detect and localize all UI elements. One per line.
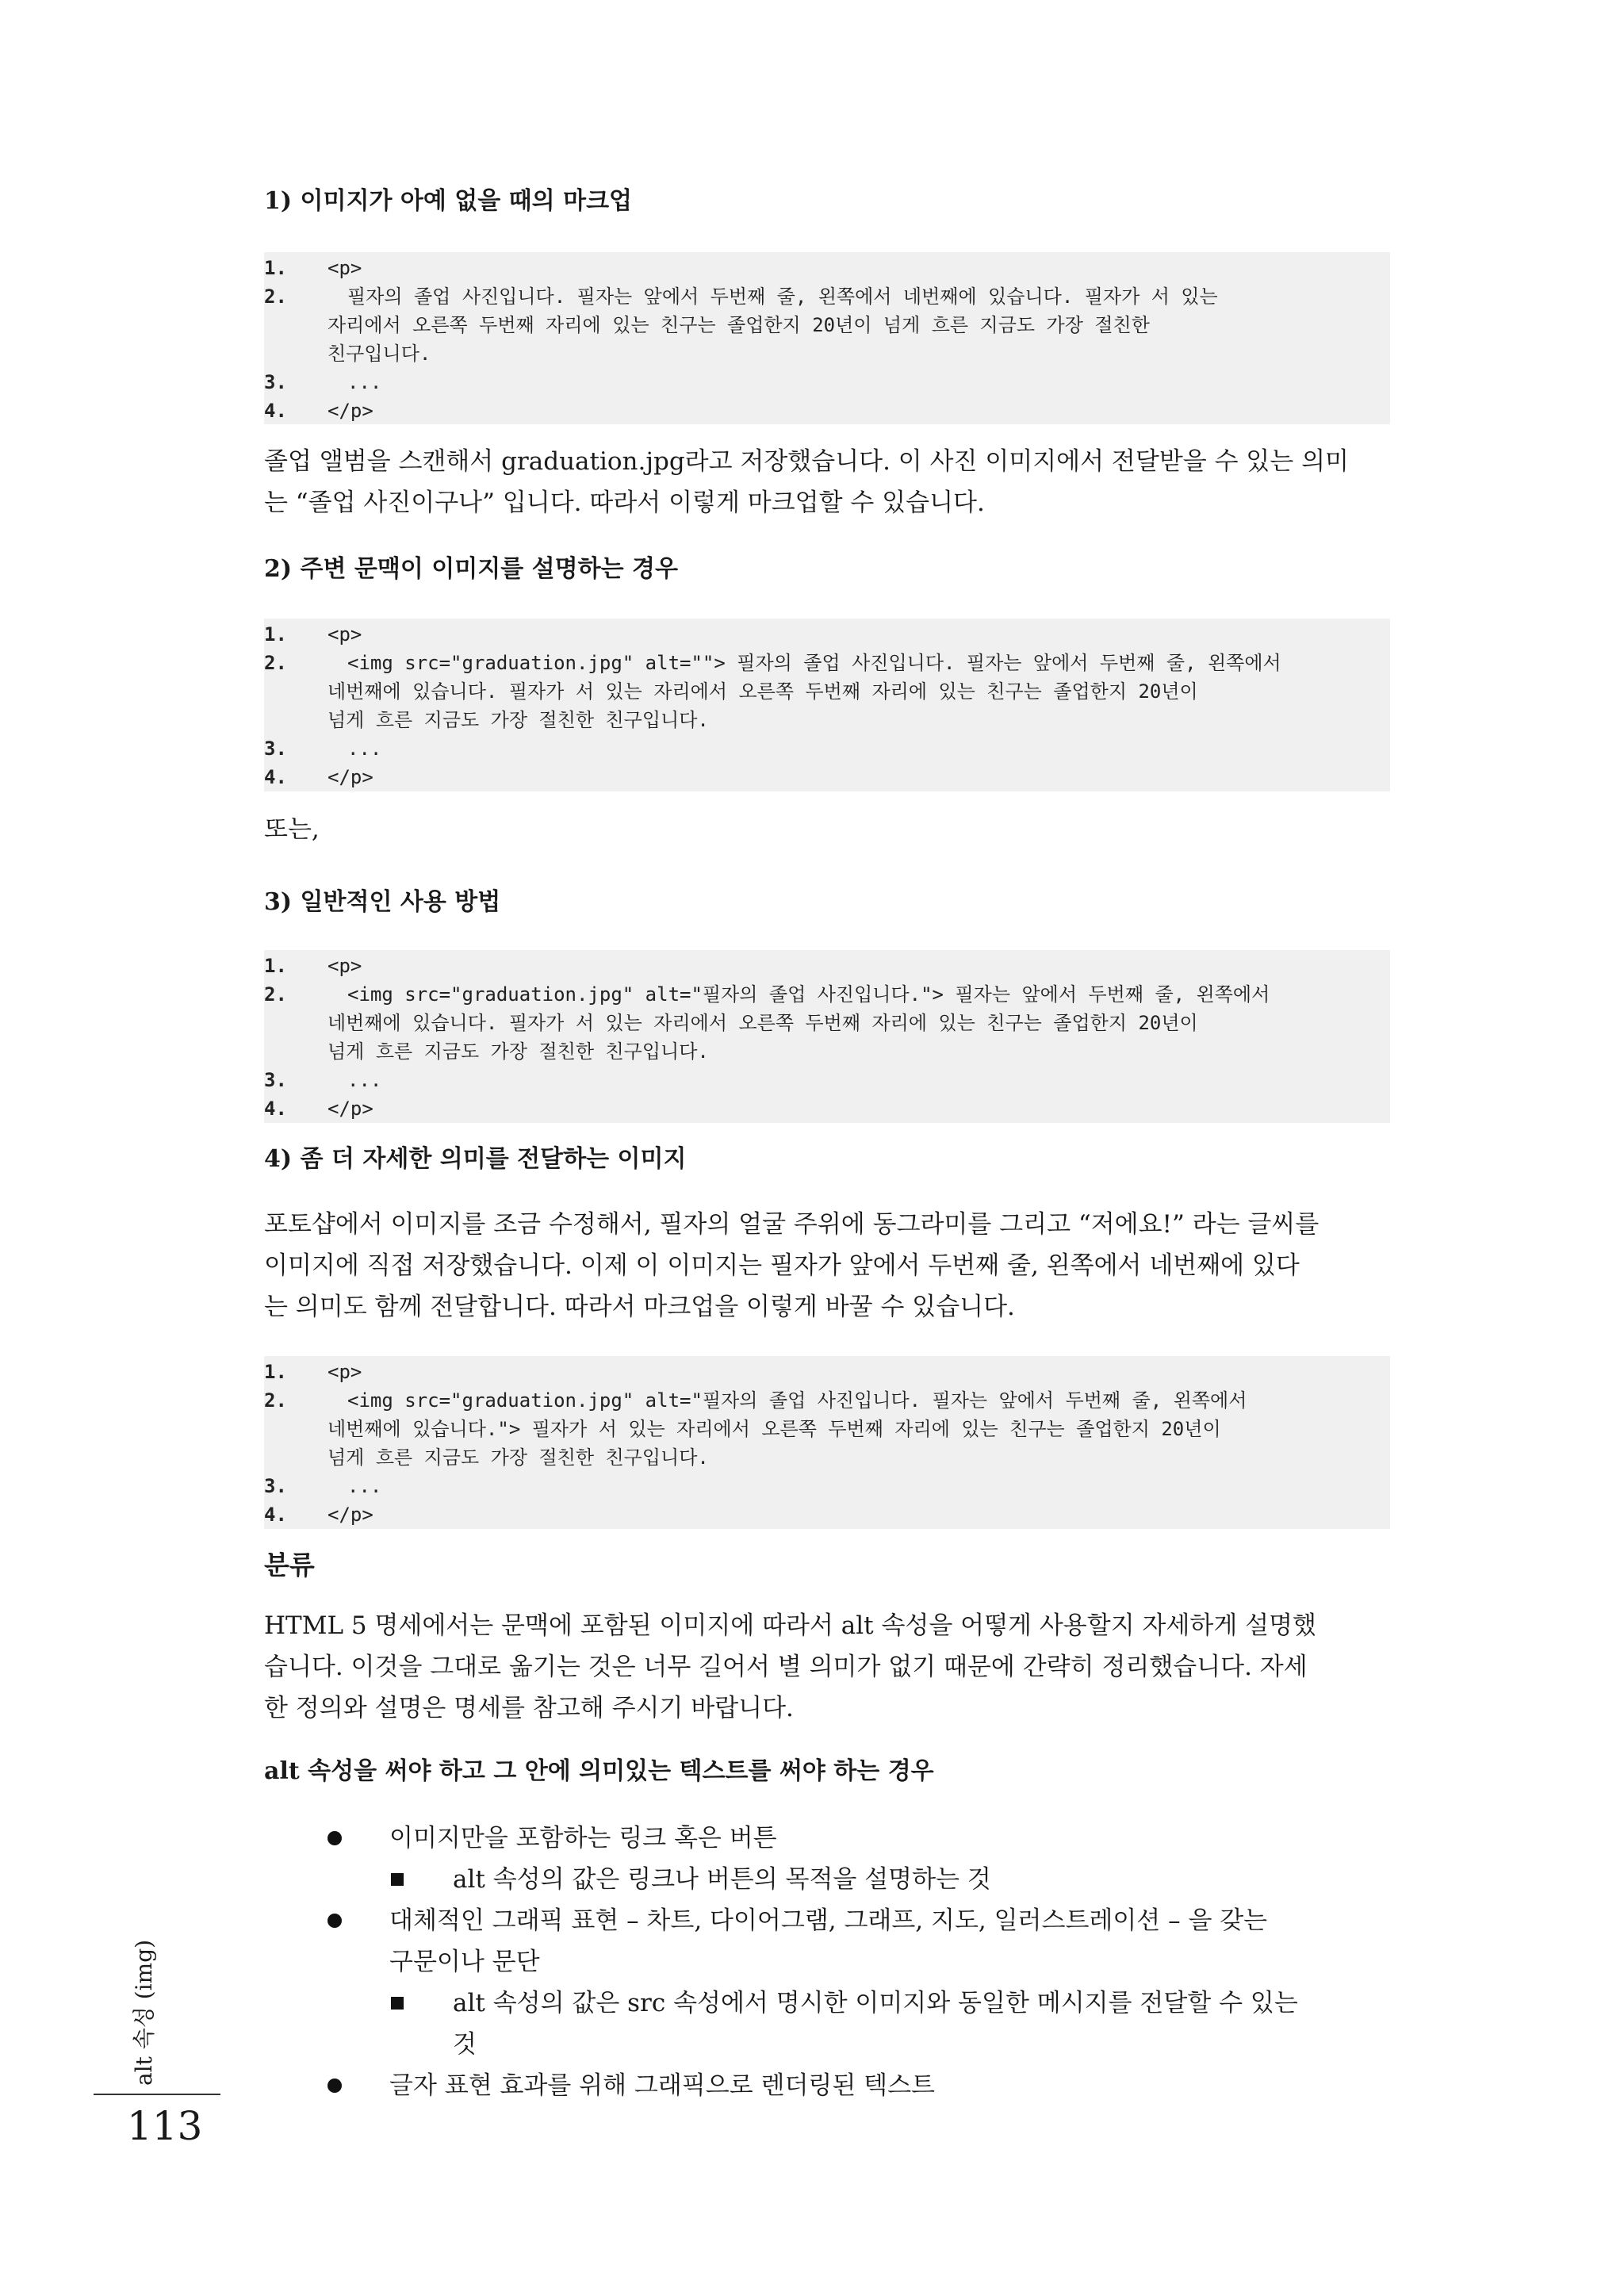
code-line (264, 311, 1390, 339)
line-number: 4. (264, 1504, 287, 1526)
code-line (264, 1386, 1390, 1415)
footer-rule (94, 2094, 220, 2095)
code-line (264, 1094, 1390, 1123)
list-item-text: 글자 표현 효과를 위해 그래픽으로 렌더링된 텍스트 (389, 2071, 935, 2100)
list-item-text: 이미지만을 포함하는 링크 혹은 버튼 (389, 1824, 777, 1852)
list-subitem (327, 1983, 1390, 2024)
code-line (264, 1037, 1390, 1066)
paragraph-line: 는 “졸업 사진이구나” 입니다. 따라서 이렇게 마크업할 수 있습니다. (264, 489, 985, 517)
paragraph-line: 또는, (264, 815, 320, 844)
code-text: <img src="graduation.jpg" alt="필자의 졸업 사진입니다. 필자는 앞에서 두번째 줄, 왼쪽에서 (347, 1389, 1247, 1412)
code-text: </p> (327, 400, 373, 422)
list-item (327, 1818, 1390, 1859)
code-line (264, 1443, 1390, 1472)
list-item-continuation (327, 1941, 1390, 1983)
line-number: 1. (264, 955, 287, 977)
code-line (264, 1009, 1390, 1037)
code-text: ... (347, 1069, 382, 1091)
code-text: <img src="graduation.jpg" alt="필자의 졸업 사진입니다."> 필자는 앞에서 두번째 줄, 왼쪽에서 (347, 983, 1270, 1006)
bullet-list (327, 1818, 1390, 2106)
paragraph-line: 졸업 앨범을 스캔해서 graduation.jpg라고 저장했습니다. 이 사진 이미지에서 전달받을 수 있는 의미 (264, 447, 1350, 476)
paragraph-2 (264, 809, 1390, 850)
code-text: 네번째에 있습니다."> 필자가 서 있는 자리에서 오른쪽 두번째 자리에 있는 친구는 졸업한지 20년이 (327, 1418, 1221, 1440)
section-1-heading: 1) 이미지가 아예 없을 때의 마크업 (264, 187, 633, 215)
line-number: 2. (264, 285, 287, 308)
code-text: 넘게 흐른 지금도 가장 절친한 친구입니다. (327, 1446, 709, 1469)
paragraph-line: 한 정의와 설명은 명세를 참고해 주시기 바랍니다. (264, 1694, 794, 1722)
list-item-text: 대체적인 그래픽 표현 – 차트, 다이어그램, 그래프, 지도, 일러스트레이션 – 을 갖는 (389, 1906, 1268, 1935)
paragraph-1 (264, 441, 1390, 523)
alt-required-heading: alt 속성을 써야 하고 그 안에 의미있는 텍스트를 써야 하는 경우 (264, 1757, 934, 1785)
code-line (264, 282, 1390, 311)
code-text: 친구입니다. (327, 343, 431, 365)
code-text: ... (347, 738, 382, 760)
code-line (264, 1500, 1390, 1529)
code-block-1 (264, 252, 1390, 424)
code-line (264, 620, 1390, 649)
code-line (264, 1415, 1390, 1443)
code-text: </p> (327, 766, 373, 788)
list-item (327, 1900, 1390, 1941)
bullet-dot-icon (327, 2079, 342, 2093)
code-line (264, 397, 1390, 425)
line-number: 4. (264, 766, 287, 788)
line-number: 3. (264, 1475, 287, 1497)
code-line (264, 980, 1390, 1009)
bullet-square-icon (391, 1873, 404, 1886)
section-4-heading: 4) 좀 더 자세한 의미를 전달하는 이미지 (264, 1145, 687, 1173)
code-line (264, 677, 1390, 706)
list-subitem-text: 것 (453, 2030, 477, 2059)
code-line (264, 1358, 1390, 1386)
code-text: ... (347, 371, 382, 393)
line-number: 3. (264, 1069, 287, 1091)
code-text: 넘게 흐른 지금도 가장 절친한 친구입니다. (327, 709, 709, 731)
code-line (264, 952, 1390, 980)
code-text: 네번째에 있습니다. 필자가 서 있는 자리에서 오른쪽 두번째 자리에 있는 친구는 졸업한지 20년이 (327, 680, 1198, 703)
code-line (264, 368, 1390, 397)
section-3-heading: 3) 일반적인 사용 방법 (264, 888, 501, 916)
line-number: 4. (264, 400, 287, 422)
paragraph-line: 습니다. 이것을 그대로 옮기는 것은 너무 길어서 별 의미가 없기 때문에 간략히 정리했습니다. 자세 (264, 1653, 1308, 1681)
code-block-4 (264, 1356, 1390, 1529)
code-block-3 (264, 950, 1390, 1123)
paragraph-4 (264, 1204, 1390, 1328)
code-text: </p> (327, 1504, 373, 1526)
code-line (264, 339, 1390, 368)
code-text: <p> (327, 1361, 362, 1383)
code-line (264, 763, 1390, 791)
code-text: 자리에서 오른쪽 두번째 자리에 있는 친구는 졸업한지 20년이 넘게 흐른 지금도 가장 절친한 (327, 314, 1150, 336)
bullet-dot-icon (327, 1831, 342, 1845)
code-text: <p> (327, 257, 362, 279)
code-text: 필자의 졸업 사진입니다. 필자는 앞에서 두번째 줄, 왼쪽에서 네번째에 있습니다. 필자가 서 있는 (347, 285, 1218, 308)
list-subitem-continuation (327, 2024, 1390, 2065)
line-number: 2. (264, 1389, 287, 1412)
code-text: ... (347, 1475, 382, 1497)
line-number: 3. (264, 371, 287, 393)
page-number: 113 (127, 2103, 203, 2149)
classification-heading: 분류 (264, 1550, 315, 1580)
classification-paragraph (264, 1605, 1390, 1729)
paragraph-line: 이미지에 직접 저장했습니다. 이제 이 이미지는 필자가 앞에서 두번째 줄, 왼쪽에서 네번째에 있다 (264, 1251, 1300, 1280)
code-line (264, 1472, 1390, 1500)
code-line (264, 1066, 1390, 1094)
list-item-text: 구문이나 문단 (389, 1948, 540, 1976)
code-line (264, 734, 1390, 763)
code-text: <img src="graduation.jpg" alt=""> 필자의 졸업 사진입니다. 필자는 앞에서 두번째 줄, 왼쪽에서 (347, 652, 1281, 674)
bullet-dot-icon (327, 1914, 342, 1928)
code-text: 넘게 흐른 지금도 가장 절친한 친구입니다. (327, 1040, 709, 1063)
line-number: 1. (264, 623, 287, 646)
list-subitem-text: alt 속성의 값은 링크나 버튼의 목적을 설명하는 것 (453, 1865, 991, 1894)
code-text: <p> (327, 623, 362, 646)
code-text: 네번째에 있습니다. 필자가 서 있는 자리에서 오른쪽 두번째 자리에 있는 친구는 졸업한지 20년이 (327, 1012, 1198, 1034)
paragraph-line: 포토샵에서 이미지를 조금 수정해서, 필자의 얼굴 주위에 동그라미를 그리고 “저에요!” 라는 글씨를 (264, 1210, 1320, 1239)
code-text: </p> (327, 1098, 373, 1120)
section-2-heading: 2) 주변 문맥이 이미지를 설명하는 경우 (264, 555, 678, 583)
code-line (264, 649, 1390, 677)
paragraph-line: 는 의미도 함께 전달합니다. 따라서 마크업을 이렇게 바꿀 수 있습니다. (264, 1293, 1015, 1321)
list-subitem-text: alt 속성의 값은 src 속성에서 명시한 이미지와 동일한 메시지를 전달할 수 있는 (453, 1989, 1298, 2017)
code-block-2 (264, 619, 1390, 791)
bullet-square-icon (391, 1997, 404, 2010)
code-line (264, 706, 1390, 734)
running-section-label: alt 속성 (img) (131, 1939, 157, 2086)
list-subitem (327, 1859, 1390, 1900)
code-text: <p> (327, 955, 362, 977)
line-number: 2. (264, 983, 287, 1006)
list-item (327, 2065, 1390, 2106)
line-number: 4. (264, 1098, 287, 1120)
code-line (264, 254, 1390, 282)
line-number: 1. (264, 1361, 287, 1383)
line-number: 2. (264, 652, 287, 674)
line-number: 1. (264, 257, 287, 279)
paragraph-line: HTML 5 명세에서는 문맥에 포함된 이미지에 따라서 alt 속성을 어떻게 사용할지 자세하게 설명했 (264, 1611, 1316, 1640)
line-number: 3. (264, 738, 287, 760)
